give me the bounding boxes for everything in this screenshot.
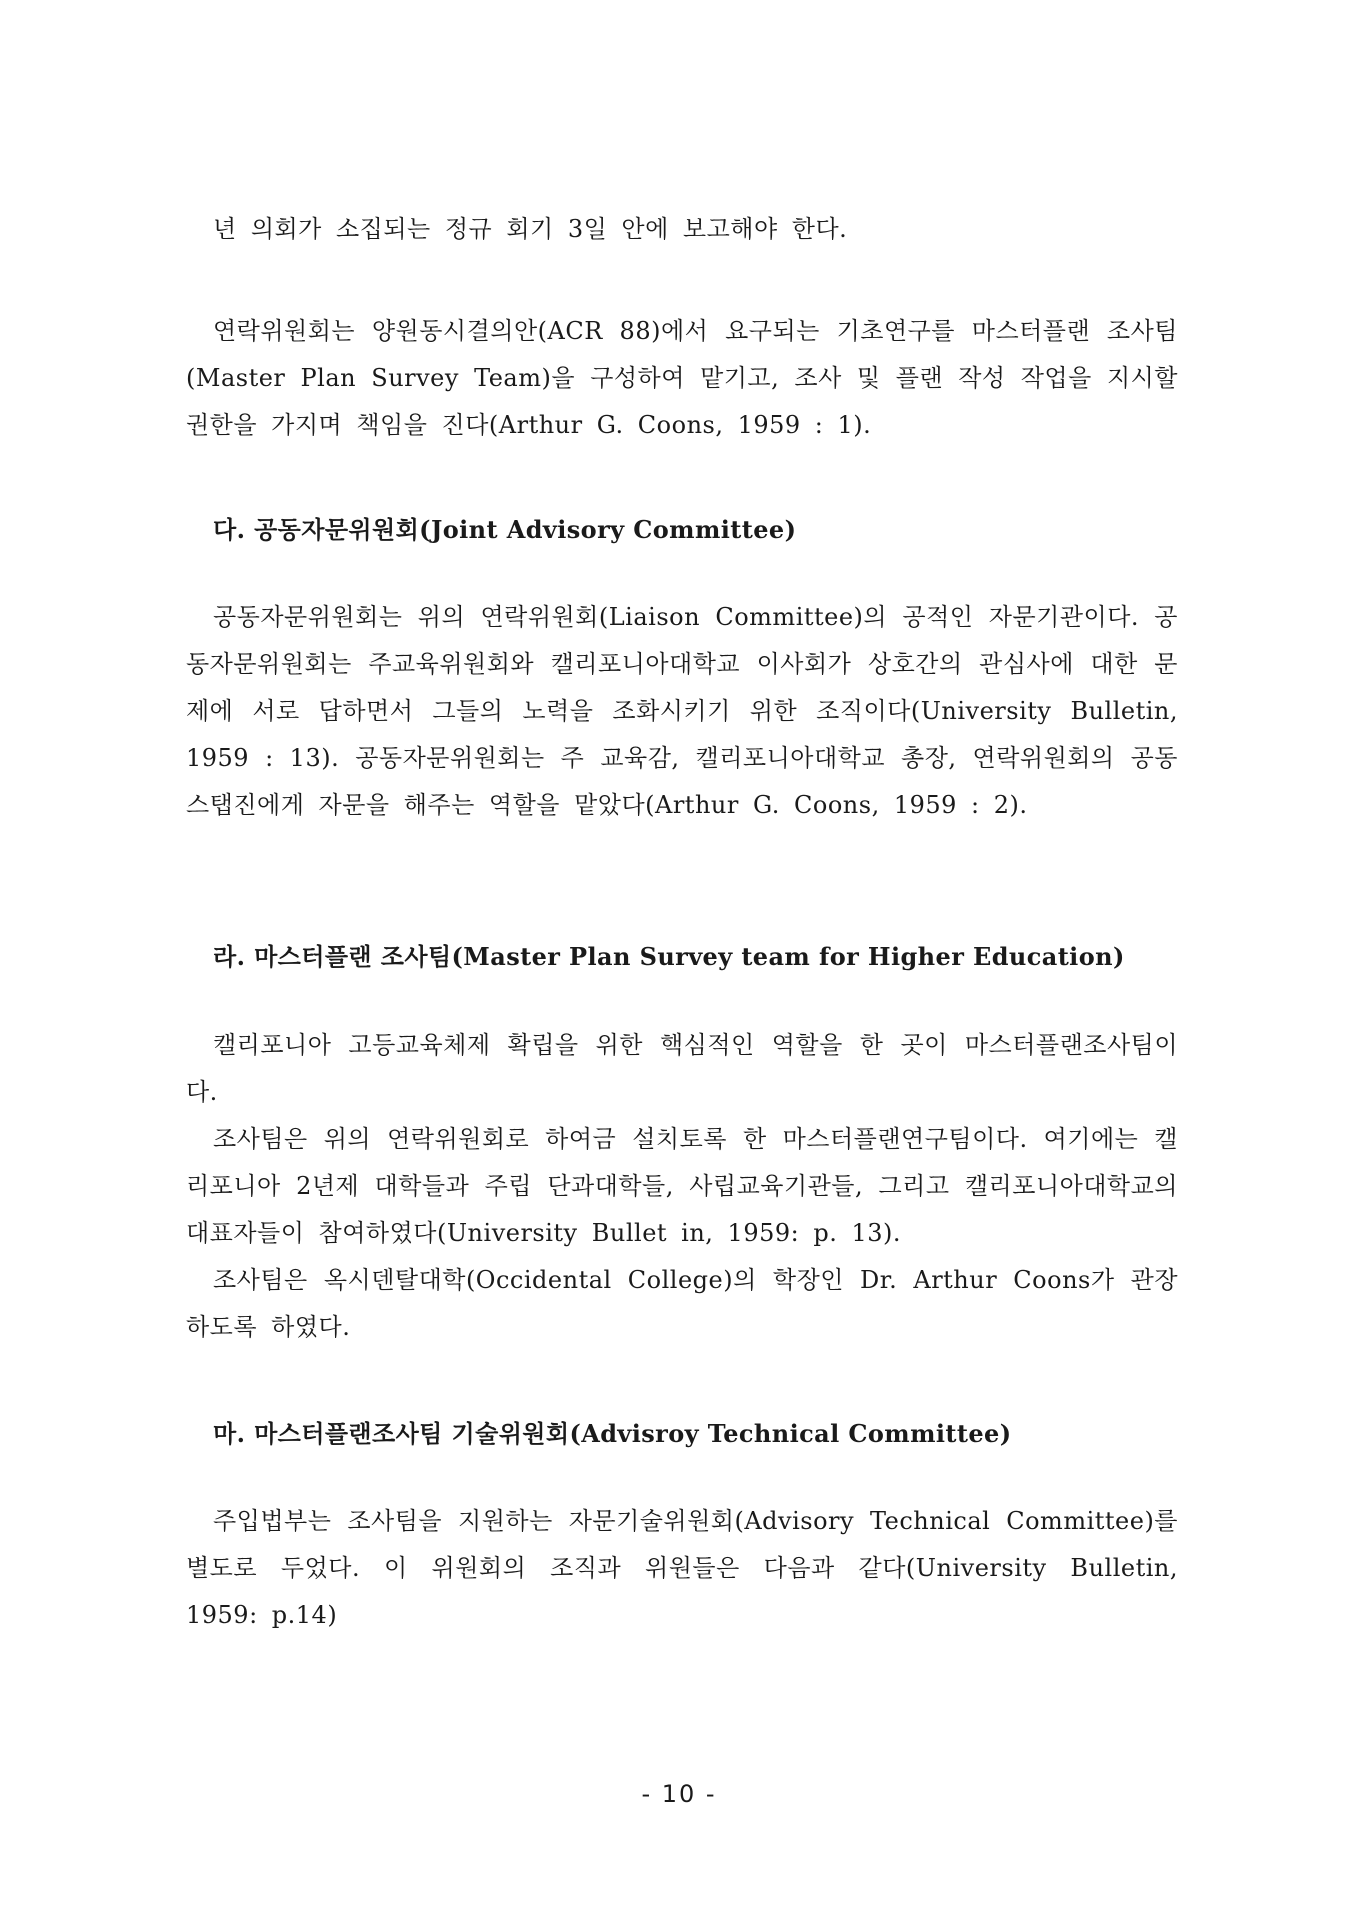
section-heading-technical-committee: 마. 마스터플랜조사팀 기술위원회(Advisroy Technical Committee) [213, 1419, 1012, 1448]
section-heading-joint-advisory: 다. 공동자문위원회(Joint Advisory Committee) [213, 515, 797, 544]
joint-advisory-paragraph-block [186, 594, 1178, 829]
survey-team-paragraph-block [186, 1022, 1178, 1351]
liaison-committee-paragraph: 연락위원회는 양원동시결의안(ACR 88)에서 요구되는 기초연구를 마스터플랜 조사팀(Master Plan Survey Team)을 구성하여 맡기고, 조사 및 플랜 작성 작업을 지시할 권한을 가지며 책임을 진다(Arthur G. Coons, 1959 : 1). [186, 317, 1178, 439]
continuation-paragraph: 년 의회가 소집되는 정규 회기 3일 안에 보고해야 한다. [213, 215, 848, 243]
survey-team-paragraph-2: 조사팀은 위의 연락위원회로 하여금 설치토록 한 마스터플랜연구팀이다. 여기에는 캘리포니아 2년제 대학들과 주립 단과대학들, 사립교육기관들, 그리고 캘리포니아대학교의 대표자들이 참여하였다(University Bullet in, 1959: p. 13). [186, 1125, 1178, 1247]
liaison-paragraph-block [186, 308, 1178, 449]
technical-committee-paragraph: 주입법부는 조사팀을 지원하는 자문기술위원회(Advisory Technical Committee)를 별도로 두었다. 이 위원회의 조직과 위원들은 다음과 같다(University Bulletin, 1959: p.14) [186, 1507, 1178, 1629]
section-heading-survey-team: 라. 마스터플랜 조사팀(Master Plan Survey team for Higher Education) [213, 942, 1125, 971]
survey-team-paragraph-1: 캘리포니아 고등교육체제 확립을 위한 핵심적인 역할을 한 곳이 마스터플랜조사팀이다. [186, 1031, 1178, 1106]
survey-team-paragraph-3: 조사팀은 옥시덴탈대학(Occidental College)의 학장인 Dr. Arthur Coons가 관장하도록 하였다. [186, 1266, 1178, 1341]
joint-advisory-paragraph: 공동자문위원회는 위의 연락위원회(Liaison Committee)의 공적인 자문기관이다. 공동자문위원회는 주교육위원회와 캘리포니아대학교 이사회가 상호간의 관심사에 대한 문제에 서로 답하면서 그들의 노력을 조화시키기 위한 조직이다(University Bulletin, 1959 : 13). 공동자문위원회는 주 교육감, 캘리포니아대학교 총장, 연락위원회의 공동 스탭진에게 자문을 해주는 역할을 맡았다(Arthur G. Coons, 1959 : 2). [186, 603, 1178, 819]
page-number: - 10 - [641, 1780, 717, 1808]
technical-committee-paragraph-block [186, 1498, 1178, 1639]
continuation-paragraph-block [186, 206, 1178, 253]
